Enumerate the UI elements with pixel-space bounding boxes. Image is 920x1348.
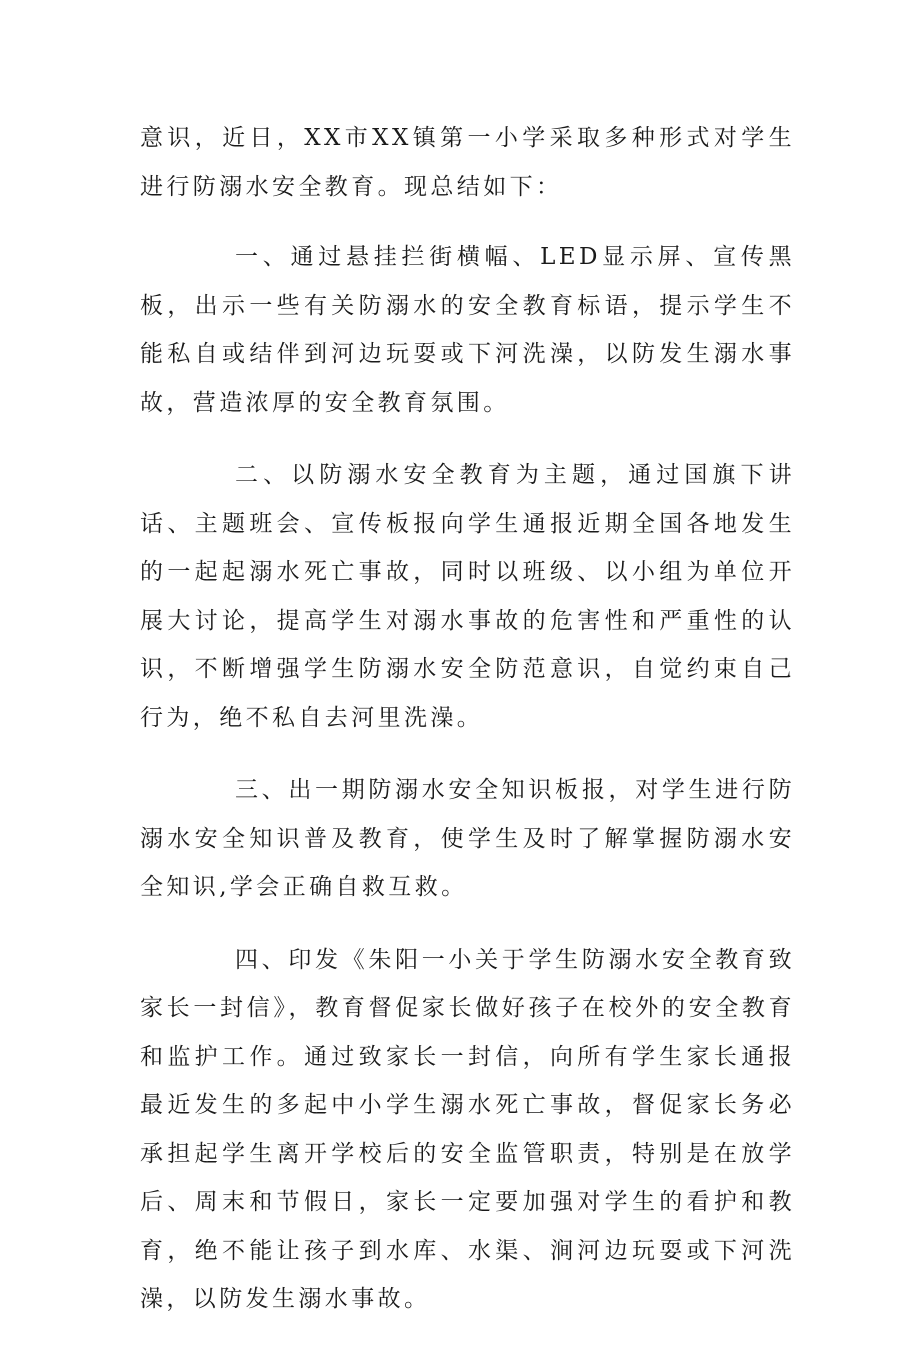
paragraph-item-2: 二、以防溺水安全教育为主题，通过国旗下讲话、主题班会、宣传板报向学生通报近期全国各地发生的一起起溺水死亡事故，同时以班级、以小组为单位开展大讨论，提高学生对溺水事故的危害性和严重性的认识，不断增强学生防溺水安全防范意识，自觉约束自己行为，绝不私自去河里洗澡。 [140, 462, 795, 731]
paragraph-item-3: 三、出一期防溺水安全知识板报，对学生进行防溺水安全知识普及教育，使学生及时了解掌握防溺水安全知识,学会正确自救互救。 [140, 777, 795, 900]
paragraph-item-1: 一、通过悬挂拦街横幅、LED显示屏、宣传黑板，出示一些有关防溺水的安全教育标语，提示学生不能私自或结伴到河边玩耍或下河洗澡，以防发生溺水事故，营造浓厚的安全教育氛围。 [140, 244, 795, 416]
paragraph-item-4: 四、印发《朱阳一小关于学生防溺水安全教育致家长一封信》，教育督促家长做好孩子在校外的安全教育和监护工作。通过致家长一封信，向所有学生家长通报最近发生的多起中小学生溺水死亡事故，督促家长务必承担起学生离开学校后的安全监管职责，特别是在放学后、周末和节假日，家长一定要加强对学生的看护和教育，绝不能让孩子到水库、水渠、涧河边玩耍或下河洗澡，以防发生溺水事故。 [140, 946, 795, 1312]
paragraph-intro: 意识，近日，XX市XX镇第一小学采取多种形式对学生进行防溺水安全教育。现总结如下： [140, 125, 795, 200]
document-body [140, 114, 795, 1348]
